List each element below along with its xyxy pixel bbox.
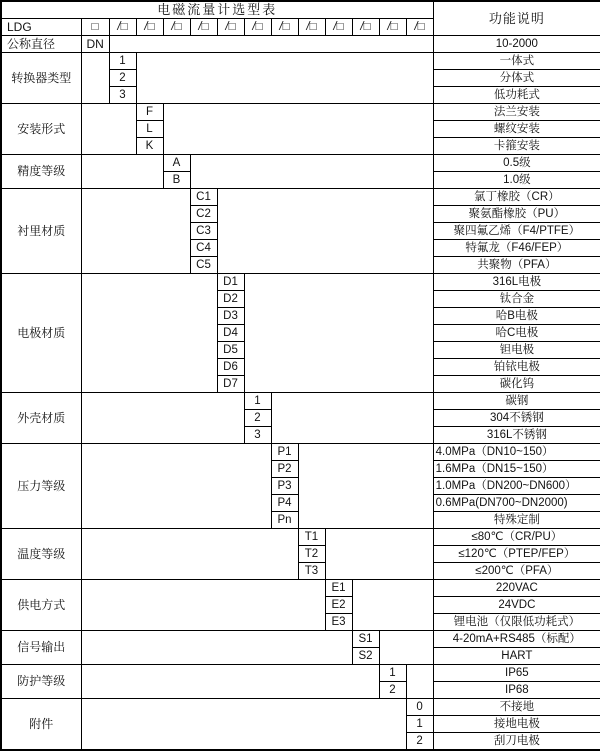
spacer-cell [81,444,271,529]
model-code-slot: /□ [271,19,298,36]
option-row [1,665,600,682]
option-desc: IP68 [433,682,600,699]
option-desc: 钛合金 [433,291,600,308]
option-desc: 共聚物（PFA） [433,257,600,274]
diameter-desc: 10-2000 [433,36,600,53]
spacer-cell [217,189,433,274]
option-desc: 铂铱电极 [433,359,600,376]
option-code: L [136,121,163,138]
spacer-cell [298,444,433,529]
option-code: D7 [217,376,244,393]
option-desc: 0.6MPa(DN700~DN2000) [433,495,600,512]
option-code: C3 [190,223,217,240]
option-code: Pn [271,512,298,529]
option-code: 1 [406,716,433,733]
spacer-cell [352,580,433,631]
group-label: 转换器类型 [1,53,81,104]
option-code: P3 [271,478,298,495]
option-desc: 316L不锈钢 [433,427,600,444]
group-label: 信号输出 [1,631,81,665]
option-desc: 法兰安装 [433,104,600,121]
option-row [1,444,600,461]
option-desc: IP65 [433,665,600,682]
option-desc: 0.5级 [433,155,600,172]
option-code: 2 [406,733,433,751]
option-code: C5 [190,257,217,274]
option-desc: 220VAC [433,580,600,597]
group-label: 防护等级 [1,665,81,699]
group-label: 安装形式 [1,104,81,155]
option-code: 0 [406,699,433,716]
option-desc: 4.0MPa（DN10~150） [433,444,600,461]
option-code: F [136,104,163,121]
option-desc: 哈C电极 [433,325,600,342]
option-code: E3 [325,614,352,631]
group-label: 温度等级 [1,529,81,580]
spacer-cell [81,393,244,444]
spacer-cell [406,665,433,699]
option-row [1,699,600,716]
spacer-cell [81,665,379,699]
option-code: 3 [109,87,136,104]
option-code: K [136,138,163,155]
option-code: B [163,172,190,189]
option-desc: 刮刀电极 [433,733,600,751]
option-code: T3 [298,563,325,580]
spacer-cell [109,36,433,53]
spacer-cell [81,580,325,631]
option-desc: 锂电池（仅限低功耗式） [433,614,600,631]
group-label: 附件 [1,699,81,751]
option-row [1,53,600,70]
option-desc: 聚四氟乙烯（F4/PTFE） [433,223,600,240]
option-desc: 碳化钨 [433,376,600,393]
option-code: 2 [244,410,271,427]
option-desc: ≤80℃（CR/PU） [433,529,600,546]
option-row [1,189,600,206]
option-desc: 螺纹安装 [433,121,600,138]
option-desc: 氯丁橡胶（CR） [433,189,600,206]
option-desc: 特殊定制 [433,512,600,529]
option-code: C2 [190,206,217,223]
option-row [1,529,600,546]
model-code-slot: /□ [163,19,190,36]
option-desc: 304不锈钢 [433,410,600,427]
option-code: T2 [298,546,325,563]
option-code: D5 [217,342,244,359]
option-desc: HART [433,648,600,665]
model-code-slot: /□ [298,19,325,36]
group-label: 压力等级 [1,444,81,529]
spacer-cell [244,274,433,393]
model-code-slot: /□ [109,19,136,36]
title-row [1,1,600,19]
option-code: T1 [298,529,325,546]
option-code: D4 [217,325,244,342]
option-desc: 低功耗式 [433,87,600,104]
model-code-slot: /□ [352,19,379,36]
spacer-cell [81,189,190,274]
option-desc: 24VDC [433,597,600,614]
model-code-slot: /□ [190,19,217,36]
option-code: 2 [379,682,406,699]
model-code-slot: /□ [244,19,271,36]
group-label: 衬里材质 [1,189,81,274]
spacer-cell [81,53,109,104]
option-code: 1 [244,393,271,410]
option-desc: 1.0级 [433,172,600,189]
spacer-cell [190,155,433,189]
option-code: D6 [217,359,244,376]
model-code-slot: /□ [406,19,433,36]
spacer-cell [81,104,136,155]
model-code-slot: /□ [325,19,352,36]
option-code: D2 [217,291,244,308]
option-desc: 1.6MPa（DN15~150） [433,461,600,478]
spacer-cell [325,529,433,580]
option-row [1,631,600,648]
spacer-cell [136,53,433,104]
option-desc: 接地电极 [433,716,600,733]
spacer-cell [81,631,352,665]
option-desc: 特氟龙（F46/FEP） [433,240,600,257]
group-label: 外壳材质 [1,393,81,444]
model-prefix: LDG [1,19,81,36]
option-desc: 碳钢 [433,393,600,410]
diameter-row [1,36,600,53]
option-code: S2 [352,648,379,665]
option-row [1,274,600,291]
table-title: 电磁流量计选型表 [1,1,433,19]
option-code: 1 [379,665,406,682]
option-desc: 卡箍安装 [433,138,600,155]
spacer-cell [271,393,433,444]
group-label: 精度等级 [1,155,81,189]
option-desc: ≤200℃（PFA） [433,563,600,580]
option-row [1,580,600,597]
option-desc: 哈B电极 [433,308,600,325]
option-code: D3 [217,308,244,325]
option-desc: 聚氨酯橡胶（PU） [433,206,600,223]
function-column-header: 功能说明 [433,1,600,36]
model-box: □ [81,19,109,36]
option-desc: 一体式 [433,53,600,70]
option-row [1,104,600,121]
option-code: 3 [244,427,271,444]
option-desc: 不接地 [433,699,600,716]
option-code: P2 [271,461,298,478]
spacer-cell [163,104,433,155]
model-code-slot: /□ [136,19,163,36]
group-label: 供电方式 [1,580,81,631]
option-desc: 钽电极 [433,342,600,359]
spacer-cell [81,274,217,393]
model-code-slot: /□ [379,19,406,36]
option-code: A [163,155,190,172]
option-row [1,155,600,172]
option-code: E1 [325,580,352,597]
spacer-cell [81,529,298,580]
option-row [1,393,600,410]
option-desc: 4-20mA+RS485（标配） [433,631,600,648]
option-code: E2 [325,597,352,614]
group-label: 电极材质 [1,274,81,393]
diameter-label: 公称直径 [1,36,81,53]
option-desc: 分体式 [433,70,600,87]
option-desc: ≤120℃（PTEP/FEP） [433,546,600,563]
option-code: P4 [271,495,298,512]
option-code: S1 [352,631,379,648]
option-code: 2 [109,70,136,87]
diameter-code: DN [81,36,109,53]
spacer-cell [379,631,433,665]
option-desc: 316L电极 [433,274,600,291]
option-code: C4 [190,240,217,257]
option-code: 1 [109,53,136,70]
spacer-cell [81,155,163,189]
option-code: C1 [190,189,217,206]
option-code: D1 [217,274,244,291]
option-desc: 1.0MPa（DN200~DN600） [433,478,600,495]
model-code-slot: /□ [217,19,244,36]
option-code: P1 [271,444,298,461]
spacer-cell [81,699,406,751]
